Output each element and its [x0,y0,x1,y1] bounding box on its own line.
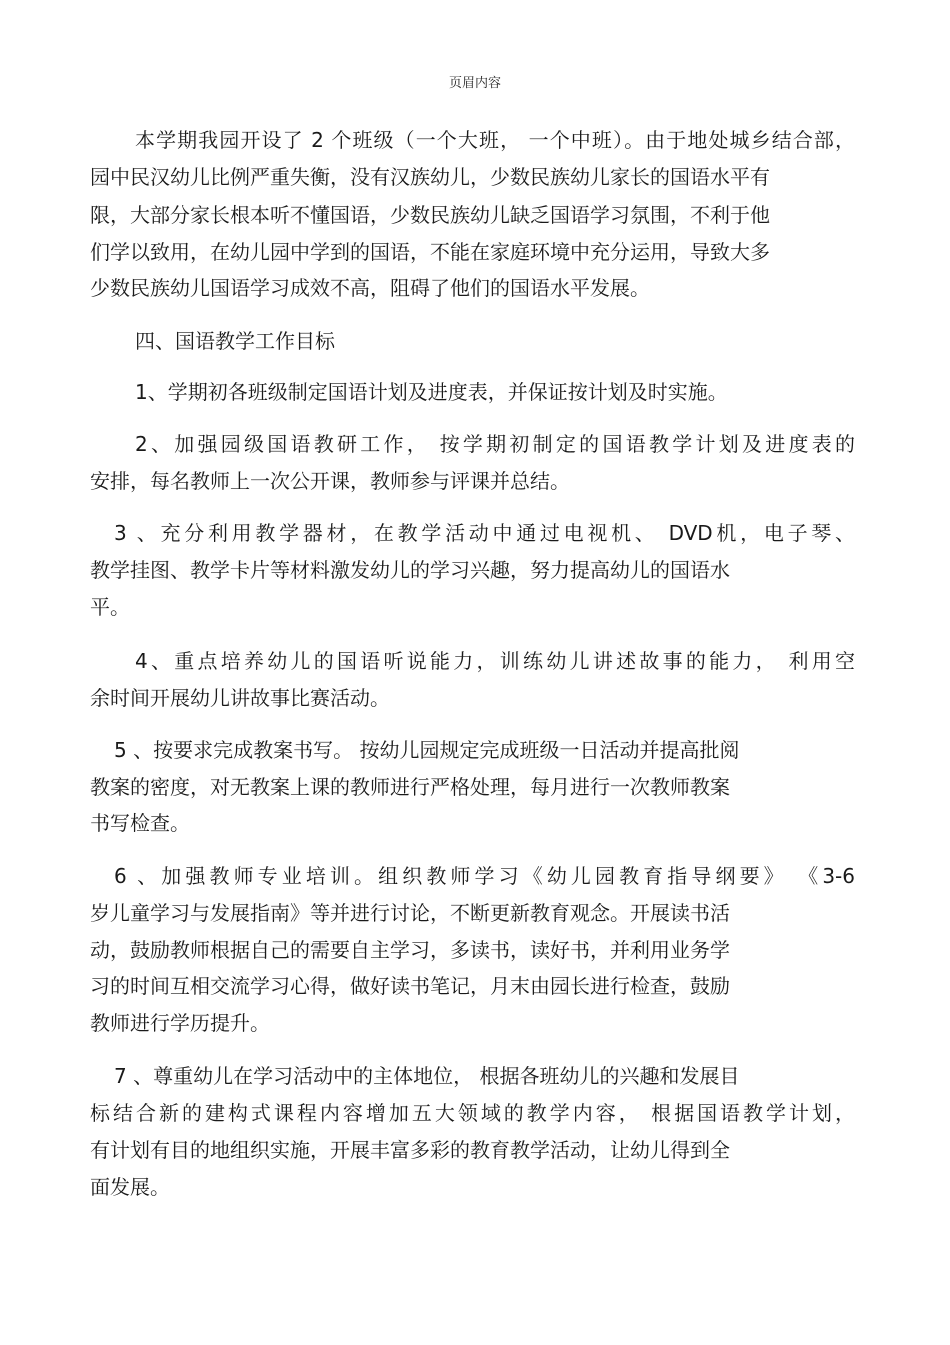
text-line: 7 、尊重幼儿在学习活动中的主体地位， 根据各班幼儿的兴趣和发展目 [114,1064,740,1088]
text-line: 余时间开展幼儿讲故事比赛活动。 [90,686,390,710]
text-line: 有计划有目的地组织实施，开展丰富多彩的教育教学活动，让幼儿得到全 [90,1138,730,1162]
text-line: 书写检查。 [90,811,190,835]
text-line: 教学挂图、教学卡片等材料激发幼儿的学习兴趣，努力提高幼儿的国语水 [90,558,730,582]
text-line: 平。 [90,595,130,619]
text-line: 动，鼓励教师根据自己的需要自主学习，多读书，读好书，并利用业务学 [90,938,730,962]
text-line: 5 、按要求完成教案书写。 按幼儿园规定完成班级一日活动并提高批阅 [114,738,740,762]
text-line: 1、学期初各班级制定国语计划及进度表，并保证按计划及时实施。 [135,380,728,404]
text-line: 习的时间互相交流学习心得，做好读书笔记，月末由园长进行检查，鼓励 [90,974,730,998]
text-line: 教师进行学历提升。 [90,1011,270,1035]
text-line: 6 、加强教师专业培训。组织教师学习《幼儿园教育指导纲要》 《3-6 [114,864,855,888]
text-line: 园中民汉幼儿比例严重失衡，没有汉族幼儿，少数民族幼儿家长的国语水平有 [90,165,770,189]
text-line: 安排，每名教师上一次公开课，教师参与评课并总结。 [90,469,570,493]
text-line: 2、加强园级国语教研工作， 按学期初制定的国语教学计划及进度表的 [135,432,855,456]
text-line: 岁儿童学习与发展指南》等并进行讨论，不断更新教育观念。开展读书活 [90,901,730,925]
text-line: 3 、充分利用教学器材，在教学活动中通过电视机、 DVD机，电子琴、 [114,521,855,545]
text-line: 限，大部分家长根本听不懂国语，少数民族幼儿缺乏国语学习氛围，不利于他 [90,203,770,227]
text-line: 标结合新的建构式课程内容增加五大领域的教学内容， 根据国语教学计划， [90,1101,855,1125]
text-line: 少数民族幼儿国语学习成效不高，阻碍了他们的国语水平发展。 [90,276,650,300]
text-line: 4、重点培养幼儿的国语听说能力，训练幼儿讲述故事的能力， 利用空 [135,649,855,673]
page-header: 页眉内容 [448,76,501,91]
text-line: 们学以致用，在幼儿园中学到的国语，不能在家庭环境中充分运用，导致大多 [90,240,770,264]
text-line: 面发展。 [90,1175,170,1199]
text-line: 教案的密度，对无教案上课的教师进行严格处理，每月进行一次教师教案 [90,775,730,799]
text-line: 四、国语教学工作目标 [135,329,335,353]
text-line: 本学期我园开设了 2 个班级（一个大班， 一个中班）。由于地处城乡结合部， [135,128,855,152]
